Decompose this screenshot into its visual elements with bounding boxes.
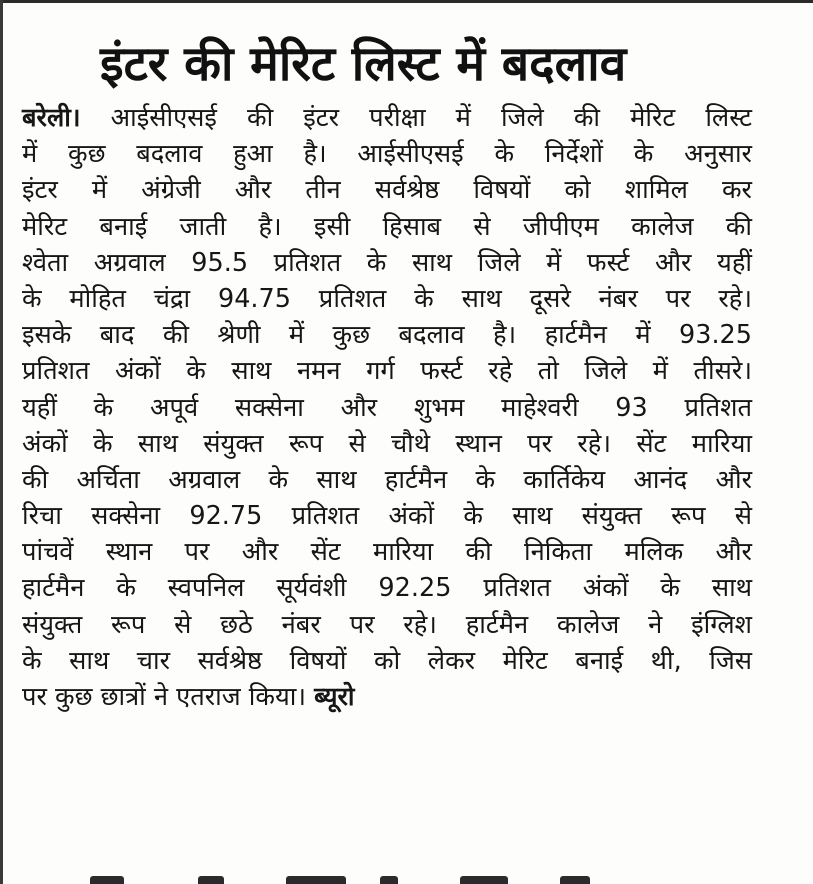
article-body	[22, 100, 752, 715]
cut-glyph	[198, 876, 224, 884]
article-line: में कुछ बदलाव हुआ है। आईसीएसई के निर्देशों के अनुसार	[22, 139, 752, 170]
article-line	[22, 100, 752, 136]
article-line: पांचवें स्थान पर और सेंट मारिया की निकिता मलिक और	[22, 537, 752, 568]
article-line: इसके बाद की श्रेणी में कुछ बदलाव है। हार्टमैन में 93.25	[22, 320, 752, 351]
cut-glyph	[460, 876, 508, 884]
article-line: हार्टमैन के स्वपनिल सूर्यवंशी 92.25 प्रतिशत अंकों के साथ	[22, 573, 752, 604]
article-line	[22, 679, 752, 715]
article-line-text: आईसीएसई की इंटर परीक्षा में जिले की मेरिट लिस्ट	[110, 103, 752, 133]
article-line: मेरिट बनाई जाती है। इसी हिसाब से जीपीएम कालेज की	[22, 211, 752, 242]
article-line: के मोहित चंद्रा 94.75 प्रतिशत के साथ दूसरे नंबर पर रहे।	[22, 283, 752, 314]
headline: इंटर की मेरिट लिस्ट में बदलाव	[100, 36, 627, 92]
article-line: अंकों के साथ संयुक्त रूप से चौथे स्थान पर रहे। सेंट मारिया	[22, 428, 752, 459]
cut-glyph	[560, 876, 590, 884]
article-line-text: पर कुछ छात्रों ने एतराज किया।	[22, 682, 307, 712]
article-line: प्रतिशत अंकों के साथ नमन गर्ग फर्स्ट रहे तो जिले में तीसरे।	[22, 356, 752, 387]
article-line: रिचा सक्सेना 92.75 प्रतिशत अंकों के साथ संयुक्त रूप से	[22, 501, 752, 532]
top-border	[0, 0, 813, 3]
cut-off-next-line	[90, 872, 610, 884]
article-line: इंटर में अंग्रेजी और तीन सर्वश्रेष्ठ विषयों को शामिल कर	[22, 175, 752, 206]
article-line: की अर्चिता अग्रवाल के साथ हार्टमैन के कार्तिकेय आनंद और	[22, 464, 752, 495]
left-border	[0, 0, 3, 884]
dateline: बरेली।	[22, 103, 81, 133]
article-line: संयुक्त रूप से छठे नंबर पर रहे। हार्टमैन कालेज ने इंग्लिश	[22, 609, 752, 640]
cut-glyph	[90, 876, 124, 884]
article-line: श्वेता अग्रवाल 95.5 प्रतिशत के साथ जिले में फर्स्ट और यहीं	[22, 247, 752, 278]
article-line: के साथ चार सर्वश्रेष्ठ विषयों को लेकर मेरिट बनाई थी, जिस	[22, 645, 752, 676]
cut-glyph	[380, 876, 398, 884]
byline: ब्यूरो	[314, 682, 355, 712]
cut-glyph	[286, 876, 346, 884]
article-line: यहीं के अपूर्व सक्सेना और शुभम माहेश्वरी 93 प्रतिशत	[22, 392, 752, 423]
